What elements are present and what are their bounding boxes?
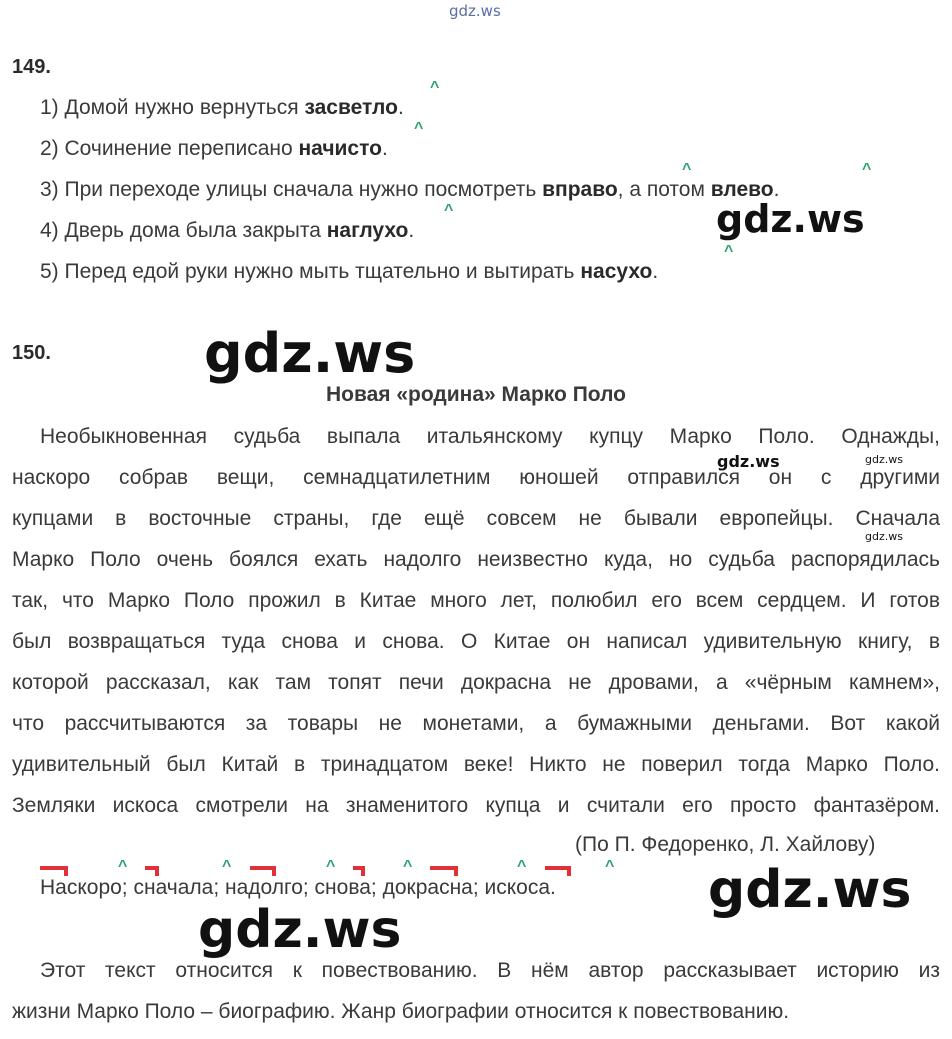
suffix-caret-icon: ^: [414, 120, 424, 137]
paragraph-line: наскоро собрав вещи, семнадцатилетним юношей отправился он с другими: [12, 466, 940, 489]
suffix-caret-icon: ^: [724, 243, 734, 260]
text-title: Новая «родина» Марко Поло: [325, 383, 626, 406]
paragraph-line: что рассчитываются за товары не монетами, а бумажными деньгами. Вот какой: [12, 712, 940, 735]
sentence-punct: .: [652, 260, 659, 283]
adverb-highlight: засветло: [304, 96, 398, 119]
conclusion-line: жизни Марко Поло – биографию. Жанр биографии относится к повествованию.: [12, 1000, 790, 1023]
watermark: gdz.ws: [865, 530, 903, 543]
sentence-punct: .: [773, 178, 780, 201]
paragraph-line: которой рассказал, как там топят печи докрасна не дровами, а «чёрным камнем»,: [12, 671, 940, 694]
sentence-1: [40, 95, 404, 121]
prefix-mark-icon: [430, 866, 458, 870]
suffix-caret-icon: ^: [222, 858, 232, 875]
exercise-number: 149.: [12, 56, 51, 78]
sentence-2: [40, 136, 388, 162]
watermark: gdz.ws: [198, 900, 402, 960]
watermark: gdz.ws: [716, 197, 865, 241]
sentence-5: [40, 259, 658, 285]
suffix-caret-icon: ^: [517, 858, 527, 875]
suffix-caret-icon: ^: [118, 858, 128, 875]
watermark: gdz.ws: [865, 453, 903, 466]
watermark-top: gdz.ws: [449, 2, 501, 20]
adverb-highlight: наглухо: [326, 219, 409, 242]
sentence-3: [40, 177, 779, 203]
prefix-mark-icon: [250, 866, 276, 870]
paragraph-line: Земляки искоса смотрели на знаменитого купца и считали его просто фантазёром.: [12, 794, 940, 817]
sentence-punct: .: [381, 137, 388, 160]
watermark: gdz.ws: [708, 860, 912, 920]
paragraph-line: Марко Поло очень боялся ехать надолго неизвестно куда, но судьба распорядилась: [12, 548, 940, 571]
prefix-mark-icon: [353, 866, 365, 870]
conclusion-line: Этот текст относится к повествованию. В нём автор рассказывает историю из: [40, 959, 940, 982]
watermark: gdz.ws: [204, 322, 416, 385]
sentence-punct: .: [408, 219, 415, 242]
watermark: gdz.ws: [717, 452, 780, 471]
suffix-caret-icon: ^: [862, 161, 872, 178]
paragraph-line: Необыкновенная судьба выпала итальянскому купцу Марко Поло. Однажды,: [40, 425, 940, 448]
paragraph-line: был возвращаться туда снова и снова. О Китае он написал удивительную книгу, в: [12, 630, 940, 653]
sentence-4: [40, 218, 414, 244]
suffix-caret-icon: ^: [444, 202, 454, 219]
sentence-text: 1) Домой нужно вернуться: [40, 96, 305, 119]
text-source: (По П. Федоренко, Л. Хайлову): [575, 833, 876, 856]
prefix-mark-icon: [145, 866, 159, 870]
paragraph-line: так, что Марко Поло прожил в Китае много лет, полюбил его всем сердцем. И готов: [12, 589, 940, 612]
adverb-highlight: вправо: [542, 178, 618, 201]
sentence-text: 2) Сочинение переписано: [40, 137, 299, 160]
adverb-list: Наскоро; сначала; надолго; снова; докрасна; искоса.: [40, 876, 556, 899]
adverb-highlight: начисто: [298, 137, 382, 160]
suffix-caret-icon: ^: [326, 858, 336, 875]
prefix-mark-icon: [545, 866, 571, 870]
adverb-highlight: влево: [710, 178, 774, 201]
suffix-caret-icon: ^: [403, 858, 413, 875]
sentence-text: , а потом: [617, 178, 711, 201]
sentence-text: 5) Перед едой руки нужно мыть тщательно и вытирать: [40, 260, 581, 283]
suffix-caret-icon: ^: [682, 161, 692, 178]
sentence-punct: .: [397, 96, 404, 119]
suffix-caret-icon: ^: [430, 79, 440, 96]
sentence-text: 4) Дверь дома была закрыта: [40, 219, 327, 242]
exercise-number: 150.: [12, 342, 51, 364]
adverb-highlight: насухо: [580, 260, 653, 283]
suffix-caret-icon: ^: [605, 858, 615, 875]
prefix-mark-icon: [40, 866, 68, 870]
paragraph-line: купцами в восточные страны, где ещё совсем не бывали европейцы. Сначала: [12, 507, 940, 530]
sentence-text: 3) При переходе улицы сначала нужно посмотреть: [40, 178, 543, 201]
paragraph-line: удивительный был Китай в тринадцатом веке! Никто не поверил тогда Марко Поло.: [12, 753, 940, 776]
